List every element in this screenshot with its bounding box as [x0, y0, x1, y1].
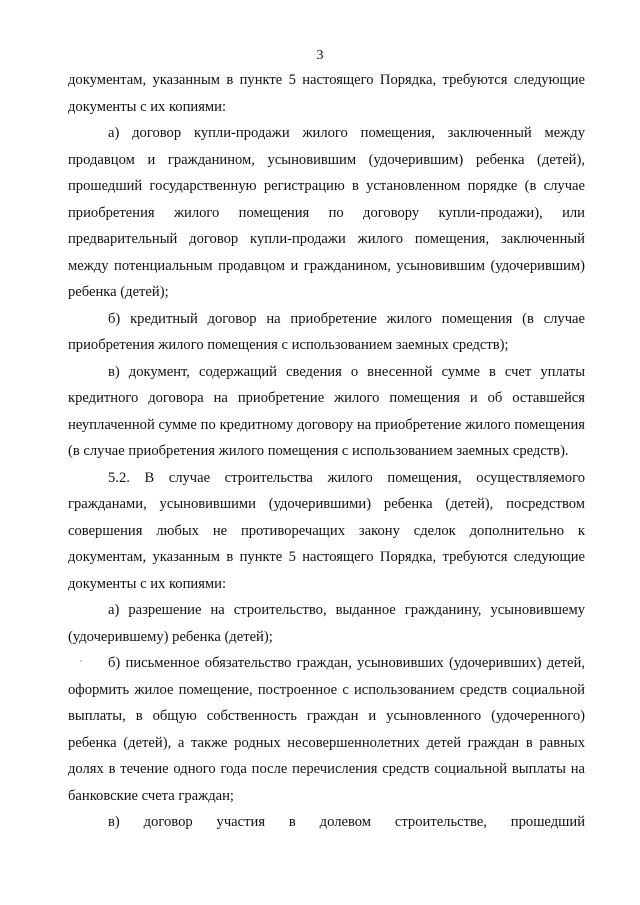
page-number: 3 [316, 48, 324, 63]
scan-speck [80, 660, 82, 662]
document-body [68, 67, 585, 836]
paragraph-item-b: б) кредитный договор на приобретение жилого помещения (в случае приобретения жилого помещения с использованием заемных средств); [68, 310, 585, 353]
paragraph-item-a: а) договор купли-продажи жилого помещения, заключенный между продавцом и гражданином, усыновившим (удочерившим) ребенка (детей), прошедший государственную регистрацию в установленном порядке (в случае приобретения жилого помещения по договору купли-продажи), или предварительный договор купли-продажи жилого помещения, заключенный между потенциальным продавцом и гражданином, усыновившим (удочерившим) ребенка (детей); [68, 125, 585, 300]
paragraph-5-2-item-a: а) разрешение на строительство, выданное гражданину, усыновившему (удочерившему) ребенка (детей); [68, 602, 585, 645]
paragraph-item-v: в) документ, содержащий сведения о внесенной сумме в счет уплаты кредитного договора на приобретение жилого помещения и об оставшейся неуплаченной сумме по кредитному договору на приобретение жилого помещения (в случае приобретения жилого помещения с использованием заемных средств). [68, 363, 585, 459]
paragraph-5-2-item-b: б) письменное обязательство граждан, усыновивших (удочеривших) детей, оформить жилое помещение, построенное с использованием средств социальной выплаты, в общую собственность граждан и усыновленного (удочеренного) ребенка (детей), а также родных несовершеннолетних детей граждан в равных долях в течение одного года после перечисления средств социальной выплаты на банковские счета граждан; [68, 655, 585, 804]
paragraph-section-5-2: 5.2. В случае строительства жилого помещения, осуществляемого гражданами, усыновившими (удочерившими) ребенка (детей), посредством совершения любых не противоречащих закону сделок дополнительно к документам, указанным в пункте 5 настоящего Порядка, требуются следующие документы с их копиями: [68, 469, 585, 592]
paragraph-continuation: документам, указанным в пункте 5 настоящего Порядка, требуются следующие документы с их копиями: [68, 72, 585, 115]
paragraph-5-2-item-v: в) договор участия в долевом строительстве, прошедший [108, 814, 585, 830]
